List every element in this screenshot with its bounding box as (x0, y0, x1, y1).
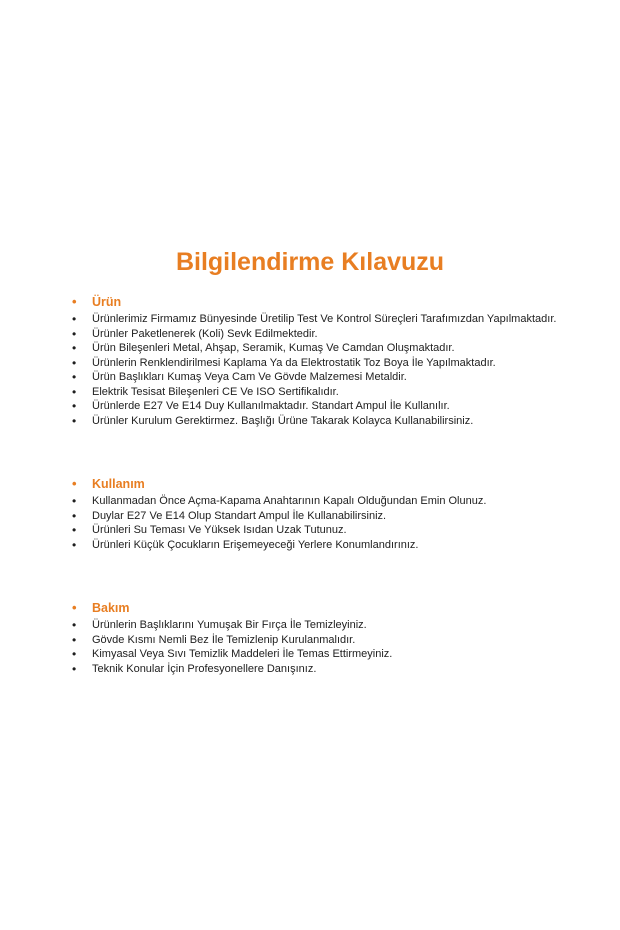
bullet-item (70, 385, 565, 400)
bullet-item-text: Kimyasal Veya Sıvı Temizlik Maddeleri İle Temas Ettirmeyiniz. (92, 648, 393, 660)
section-heading (70, 601, 565, 616)
bullet-icon: • (72, 618, 77, 632)
bullet-item (70, 356, 565, 371)
bullet-item (70, 509, 565, 524)
bullet-list (70, 494, 565, 552)
bullet-list (70, 618, 565, 676)
bullet-icon: • (72, 494, 77, 508)
bullet-item-text: Ürünleri Su Teması Ve Yüksek Isıdan Uzak Tutunuz. (92, 524, 347, 536)
section-kullanim (70, 477, 565, 552)
bullet-item (70, 494, 565, 509)
bullet-icon: • (72, 384, 77, 399)
bullet-item (70, 647, 565, 662)
bullet-icon: • (72, 600, 77, 615)
bullet-item-text: Ürünler Paketlenerek (Koli) Sevk Edilmektedir. (92, 327, 318, 340)
section-heading (70, 477, 565, 492)
bullet-item (70, 618, 565, 633)
section-urun (70, 295, 565, 428)
bullet-item (70, 633, 565, 648)
bullet-item-text: Duylar E27 Ve E14 Olup Standart Ampul İle Kullanabilirsiniz. (92, 509, 387, 522)
section-heading-label: Bakım (92, 601, 130, 615)
bullet-icon: • (72, 476, 77, 491)
bullet-item (70, 327, 565, 342)
bullet-item (70, 312, 565, 327)
bullet-icon: • (72, 294, 77, 309)
bullet-item (70, 414, 565, 429)
section-bakim (70, 601, 565, 676)
bullet-item-text: Ürünlerin Renklendirilmesi Kaplama Ya da Elektrostatik Toz Boya İle Yapılmaktadır. (92, 356, 496, 369)
bullet-icon: • (72, 370, 77, 384)
section-heading-label: Kullanım (92, 477, 145, 491)
bullet-item-text: Kullanmadan Önce Açma-Kapama Anahtarının Kapalı Olduğundan Emin Olunuz. (92, 495, 487, 507)
bullet-item-text: Teknik Konular İçin Profesyonellere Danışınız. (92, 662, 317, 675)
section-heading-label: Ürün (92, 295, 122, 309)
bullet-icon: • (72, 508, 77, 523)
bullet-item-text: Ürünlerde E27 Ve E14 Duy Kullanılmaktadır. Standart Ampul İle Kullanılır. (92, 400, 450, 412)
bullet-icon: • (72, 523, 77, 537)
bullet-item-text: Ürün Başlıkları Kumaş Veya Cam Ve Gövde Malzemesi Metaldir. (92, 371, 407, 383)
bullet-icon: • (72, 355, 77, 370)
bullet-item (70, 370, 565, 385)
bullet-icon: • (72, 399, 77, 413)
bullet-icon: • (72, 647, 77, 661)
bullet-icon: • (72, 312, 77, 326)
bullet-item-text: Ürünleri Küçük Çocukların Erişemeyeceği Yerlere Konumlandırınız. (92, 538, 419, 551)
bullet-item (70, 341, 565, 356)
bullet-item (70, 399, 565, 414)
bullet-item (70, 662, 565, 677)
bullet-item-text: Ürün Bileşenleri Metal, Ahşap, Seramik, Kumaş Ve Camdan Oluşmaktadır. (92, 342, 455, 354)
bullet-icon: • (72, 661, 77, 676)
bullet-icon: • (72, 341, 77, 355)
document-content (70, 295, 565, 676)
bullet-item-text: Ürünlerin Başlıklarını Yumuşak Bir Fırça İle Temizleyiniz. (92, 619, 367, 631)
bullet-item (70, 538, 565, 553)
bullet-icon: • (72, 632, 77, 647)
bullet-item-text: Ürünler Kurulum Gerektirmez. Başlığı Ürüne Takarak Kolayca Kullanabilirsiniz. (92, 414, 474, 427)
section-heading (70, 295, 565, 310)
bullet-item-text: Elektrik Tesisat Bileşenleri CE Ve ISO Sertifikalıdır. (92, 385, 339, 398)
bullet-item (70, 523, 565, 538)
bullet-icon: • (72, 413, 77, 428)
bullet-item-text: Gövde Kısmı Nemli Bez İle Temizlenip Kurulanmalıdır. (92, 633, 356, 646)
bullet-list (70, 312, 565, 428)
bullet-icon: • (72, 537, 77, 552)
page-title: Bilgilendirme Kılavuzu (175, 248, 445, 276)
bullet-icon: • (72, 326, 77, 341)
bullet-item-text: Ürünlerimiz Firmamız Bünyesinde Üretilip Test Ve Kontrol Süreçleri Tarafımızdan Yapılmaktadır. (92, 313, 557, 325)
